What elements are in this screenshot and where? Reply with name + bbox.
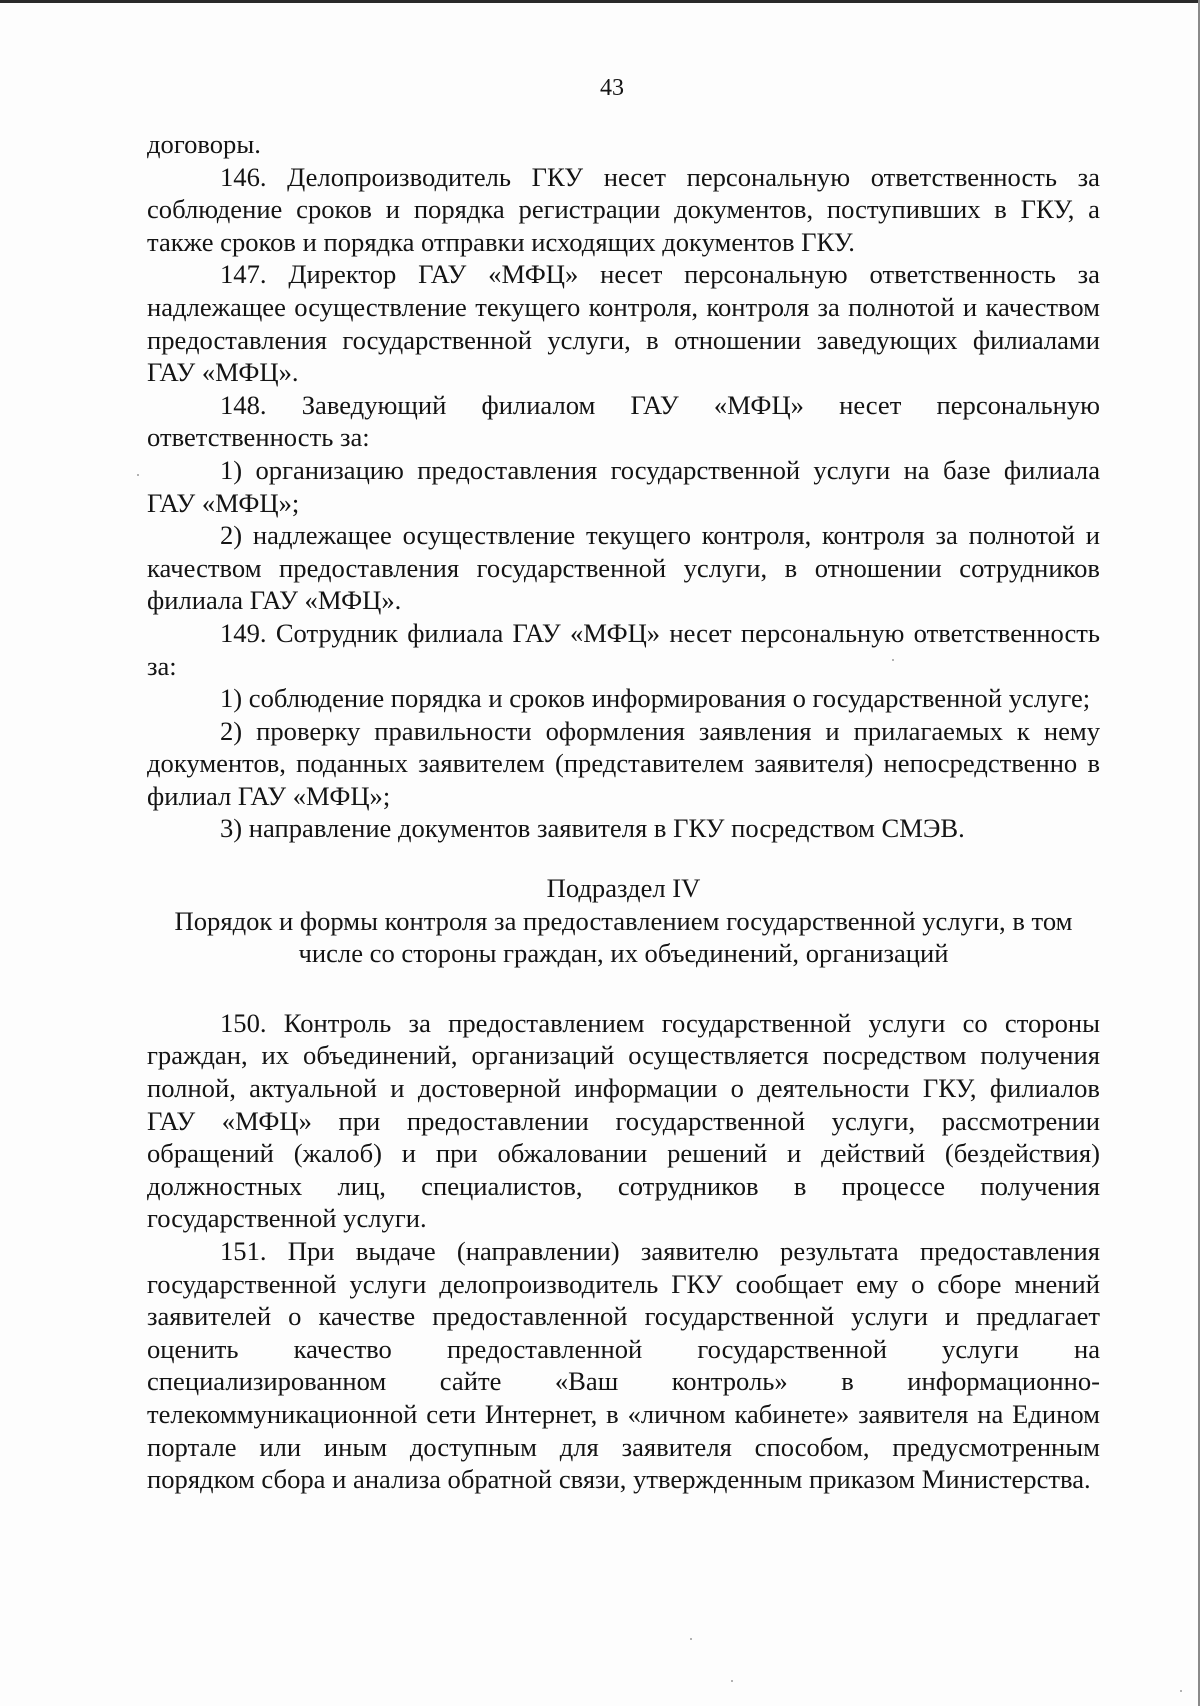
scan-speck xyxy=(137,474,139,476)
paragraph-148-item-2: 2) надлежащее осуществление текущего контроля, контроля за полнотой и качеством предоставления государственной услуги, в отношении сотрудников филиала ГАУ «МФЦ». xyxy=(147,520,1100,616)
paragraph-148: 148. Заведующий филиалом ГАУ «МФЦ» несет персональную ответственность за: xyxy=(147,389,1100,453)
paragraph-148-item-1: 1) организацию предоставления государственной услуги на базе филиала ГАУ «МФЦ»; xyxy=(147,454,1100,518)
paragraph-150: 150. Контроль за предоставлением государственной услуги со стороны граждан, их объединений, организаций осуществляется посредством получения полной, актуальной и достоверной информации о деятельности ГКУ, филиалов ГАУ «МФЦ» при предоставлении государственной услуги, рассмотрении обращений (жалоб) и при обжаловании решений и действий (бездействия) должностных лиц, специалистов, сотрудников в процессе получения государственной услуги. xyxy=(147,1007,1100,1234)
paragraph-151: 151. При выдаче (направлении) заявителю результата предоставления государственной услуги делопроизводитель ГКУ сообщает ему о сборе мнений заявителей о качестве предоставленной государственной услуги и предлагает оценить качество предоставленной государственной услуги на специализированном сайте «Ваш контроль» в информационно-телекоммуникационной сети Интернет, в «личном кабинете» заявителя на Едином портале или иным доступным для заявителя способом, предусмотренным порядком сбора и анализа обратной связи, утвержденным приказом Министерства. xyxy=(147,1236,1100,1495)
paragraph-149-item-1: 1) соблюдение порядка и сроков информирования о государственной услуге; xyxy=(220,683,1091,714)
scan-speck xyxy=(1180,1690,1182,1692)
page-number: 43 xyxy=(600,75,624,101)
scan-top-edge xyxy=(0,0,1200,3)
paragraph-149: 149. Сотрудник филиала ГАУ «МФЦ» несет персональную ответственность за: xyxy=(147,617,1100,681)
paragraph-149-item-2: 2) проверку правильности оформления заявления и прилагаемых к нему документов, поданных заявителем (представителем заявителя) непосредственно в филиал ГАУ «МФЦ»; xyxy=(147,715,1100,811)
paragraph-continuation: договоры. xyxy=(147,129,261,159)
scan-speck xyxy=(731,1680,733,1682)
subsection-title: Подраздел IV xyxy=(546,873,701,904)
document-body xyxy=(147,128,1100,1496)
paragraph-146: 146. Делопроизводитель ГКУ несет персональную ответственность за соблюдение сроков и порядка регистрации документов, поступивших в ГКУ, а также сроков и порядка отправки исходящих документов ГКУ. xyxy=(147,161,1100,257)
subsection-description: Порядок и формы контроля за предоставлением государственной услуги, в том числе со стороны граждан, их объединений, организаций xyxy=(174,905,1073,969)
scan-speck xyxy=(690,1638,692,1640)
paragraph-149-item-3: 3) направление документов заявителя в ГКУ посредством СМЭВ. xyxy=(220,813,965,844)
paragraph-147: 147. Директор ГАУ «МФЦ» несет персональную ответственность за надлежащее осуществление текущего контроля, контроля за полнотой и качеством предоставления государственной услуги, в отношении заведующих филиалами ГАУ «МФЦ». xyxy=(147,259,1100,388)
section-spacer xyxy=(147,970,1100,1007)
